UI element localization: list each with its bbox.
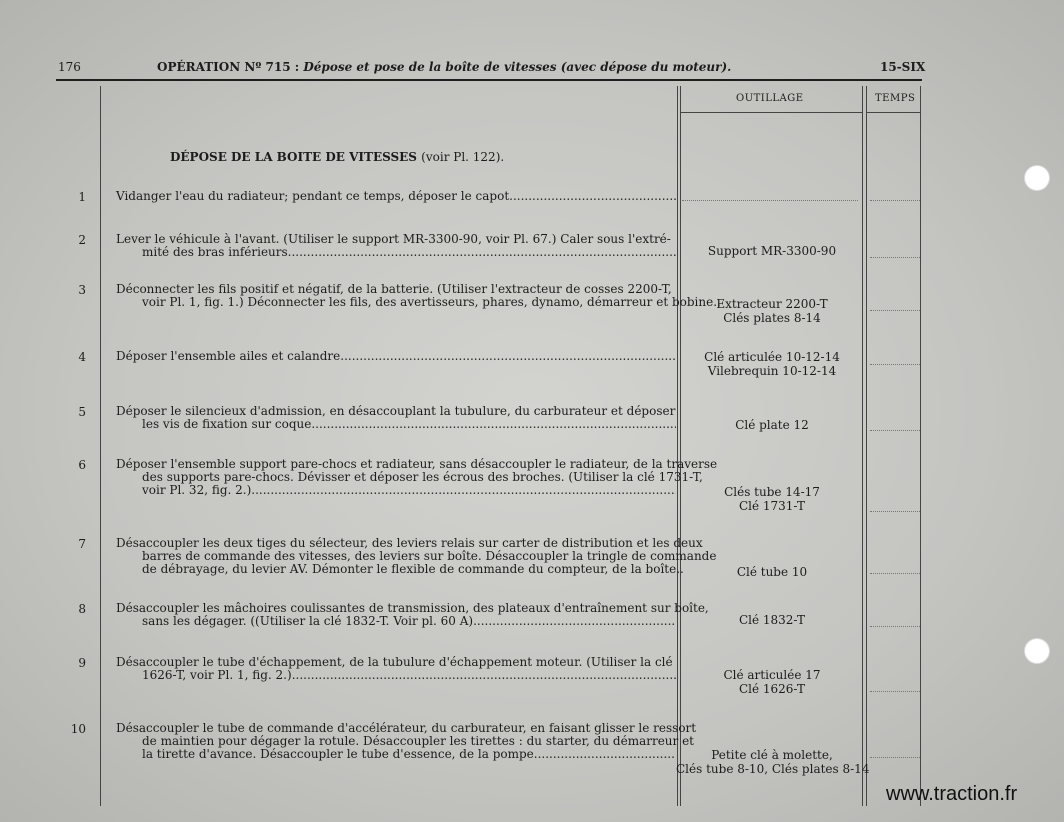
tools-column-divider-inner — [680, 86, 681, 806]
dot-leader — [288, 246, 676, 259]
section-reference: (voir Pl. 122). — [421, 150, 505, 164]
step-number: 4 — [78, 350, 86, 364]
step-line — [116, 246, 676, 259]
step-number: 7 — [78, 537, 86, 551]
operation-subtitle: Dépose et pose de la boîte de vitesses (avec dépose du moteur). — [303, 60, 732, 74]
step-number: 5 — [78, 405, 86, 419]
tools-cell — [676, 297, 868, 325]
step-line-text: Désaccoupler les deux tiges du sélecteur, des leviers relais sur carter de distribution et les deux — [116, 536, 703, 550]
step-text — [116, 601, 709, 628]
time-dot-line — [870, 626, 920, 627]
tool-item: Clé articulée 10-12-14 — [704, 350, 840, 364]
watermark: www.traction.fr — [886, 783, 1018, 805]
dot-leader — [340, 350, 676, 363]
tools-column-divider — [677, 86, 678, 806]
step-text — [116, 233, 676, 259]
tools-column-header: OUTILLAGE — [736, 93, 804, 104]
tools-cell — [676, 485, 868, 513]
time-dot-line — [870, 573, 920, 574]
dot-leader — [509, 190, 676, 203]
time-dot-line — [870, 511, 920, 512]
tools-cell — [676, 244, 868, 258]
dot-leader — [534, 748, 676, 761]
time-dot-line — [870, 364, 920, 365]
operation-label: OPÉRATION Nº 715 : — [157, 60, 300, 74]
step-line-text: 1626-T, voir Pl. 1, fig. 2.) — [142, 668, 292, 682]
tools-cell — [676, 350, 868, 378]
step-line — [116, 350, 676, 363]
step-text — [116, 536, 717, 576]
tools-cell — [676, 418, 868, 432]
tool-item: Clé tube 10 — [736, 565, 808, 579]
step-line-text: Déconnecter les fils positif et négatif, de la batterie. (Utiliser l'extracteur de cosses 2200-T, — [116, 282, 672, 296]
step-text — [116, 282, 721, 309]
step-line-text: de maintien pour dégager la rotule. Désaccoupler les tirettes : du starter, du démarreur et — [142, 734, 694, 748]
step-line — [116, 562, 684, 576]
tools-cell — [676, 748, 868, 776]
step-line-text: Désaccoupler les mâchoires coulissantes de transmission, des plateaux d'entraînement sur boîte, — [116, 601, 709, 615]
section-title-text: DÉPOSE DE LA BOITE DE VITESSES — [170, 150, 417, 164]
punch-hole — [1024, 165, 1050, 191]
step-line-text: de débrayage, du levier AV. Démonter le flexible de commande du compteur, de la boîte.. — [142, 562, 684, 576]
step-line-text: Déposer l'ensemble support pare-chocs et radiateur, sans désaccoupler le radiateur, de la traverse — [116, 457, 718, 471]
tool-item: Clé 1731-T — [738, 499, 806, 513]
step-line-text: voir Pl. 32, fig. 2.) — [142, 483, 252, 497]
step-line-text: Désaccoupler le tube de commande d'accélérateur, du carburateur, en faisant glisser le ressort — [116, 721, 697, 735]
step-line-text: Désaccoupler le tube d'échappement, de la tubulure d'échappement moteur. (Utiliser la clé — [116, 655, 673, 669]
tool-item: Vilebrequin 10-12-14 — [707, 364, 837, 378]
step-line — [116, 615, 676, 628]
tools-header-rule — [680, 112, 862, 113]
left-border — [100, 86, 101, 806]
tool-item: Petite clé à molette, — [711, 748, 833, 762]
step-text — [116, 350, 676, 363]
step-line-text: mité des bras inférieurs — [142, 245, 288, 259]
step-line — [116, 295, 721, 309]
tool-item: Extracteur 2200-T — [716, 297, 828, 311]
time-column-divider-inner — [866, 86, 867, 806]
right-border — [920, 86, 921, 806]
tools-dot-line — [682, 200, 858, 201]
step-text — [116, 721, 697, 761]
punch-hole — [1024, 638, 1050, 664]
step-number: 8 — [78, 602, 86, 616]
step-number: 1 — [78, 190, 86, 204]
tool-item: Support MR-3300-90 — [707, 244, 837, 258]
page-number: 176 — [58, 60, 81, 74]
tool-item: Clés plates 8-14 — [723, 311, 821, 325]
section-title — [170, 150, 504, 164]
step-line — [116, 748, 676, 761]
step-text — [116, 656, 676, 682]
time-dot-line — [870, 200, 920, 201]
time-column-divider — [862, 86, 863, 806]
step-line — [116, 190, 676, 203]
tool-item: Clés tube 8-10, Clés plates 8-14 — [676, 762, 870, 776]
step-line-text: des supports pare-chocs. Dévisser et déposer les écrous des broches. (Utiliser la clé 1731-T, — [142, 470, 703, 484]
tool-item: Clé 1832-T — [738, 613, 806, 627]
tool-item: Clés tube 14-17 — [724, 485, 820, 499]
header-rule — [56, 79, 922, 81]
time-column-header: TEMPS — [875, 93, 916, 104]
time-dot-line — [870, 757, 920, 758]
tool-item: Clé articulée 17 — [723, 668, 821, 682]
time-dot-line — [870, 691, 920, 692]
tool-item: Clé 1626-T — [738, 682, 806, 696]
time-dot-line — [870, 430, 920, 431]
dot-leader — [473, 615, 676, 628]
step-line-text: Déposer l'ensemble ailes et calandre — [116, 349, 341, 363]
model-label: 15-SIX — [880, 60, 926, 74]
step-number: 3 — [78, 283, 86, 297]
step-number: 6 — [78, 458, 86, 472]
step-text — [116, 457, 718, 497]
step-number: 9 — [78, 656, 86, 670]
step-line-text: Déposer le silencieux d'admission, en désaccouplant la tubulure, du carburateur et déposer — [116, 404, 676, 418]
time-dot-line — [870, 310, 920, 311]
step-line-text: voir Pl. 1, fig. 1.) Déconnecter les fils, des avertisseurs, phares, dynamo, démarreur et bobine.. — [142, 295, 721, 309]
step-line — [116, 669, 676, 682]
step-line — [116, 418, 676, 431]
step-line-text: Vidanger l'eau du radiateur; pendant ce temps, déposer le capot — [116, 189, 510, 203]
step-line-text: la tirette d'avance. Désaccoupler le tube d'essence, de la pompe — [142, 747, 534, 761]
step-text — [116, 190, 676, 203]
step-number: 10 — [70, 722, 86, 736]
tools-cell — [676, 668, 868, 696]
step-line-text: les vis de fixation sur coque — [142, 417, 312, 431]
dot-leader — [292, 669, 676, 682]
step-line-text: Lever le véhicule à l'avant. (Utiliser le support MR-3300-90, voir Pl. 67.) Caler sous l'extré- — [116, 232, 671, 246]
step-line — [116, 484, 676, 497]
tools-cell — [676, 613, 868, 627]
time-header-rule — [866, 112, 920, 113]
dot-leader — [311, 418, 676, 431]
tools-cell — [676, 565, 868, 579]
step-text — [116, 405, 676, 431]
step-line-text: sans les dégager. ((Utiliser la clé 1832-T. Voir pl. 60 A) — [142, 614, 474, 628]
tool-item: Clé plate 12 — [735, 418, 809, 432]
time-dot-line — [870, 257, 920, 258]
dot-leader — [251, 484, 676, 497]
step-line-text: barres de commande des vitesses, des leviers sur boîte. Désaccoupler la tringle de commande — [142, 549, 717, 563]
operation-title — [157, 60, 731, 74]
step-number: 2 — [78, 233, 86, 247]
